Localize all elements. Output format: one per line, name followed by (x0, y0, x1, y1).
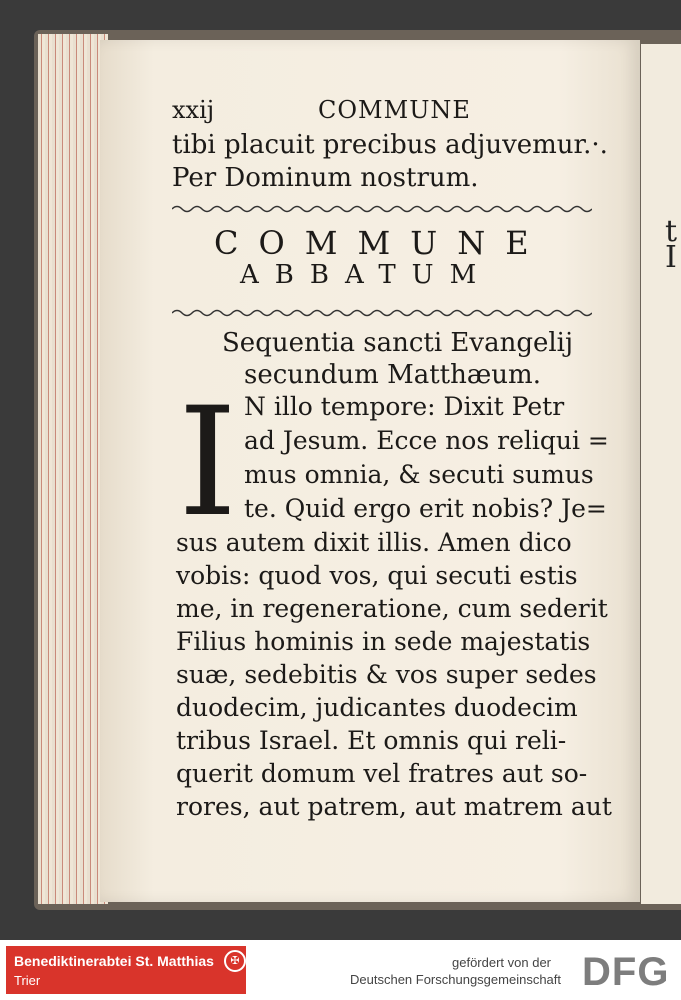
right-page-edge (641, 44, 681, 904)
right-page-glyph: I (665, 240, 677, 275)
body-line: duodecim, judicantes duodecim (176, 693, 578, 722)
sequence-heading: Sequentia sancti Evangelij (222, 328, 574, 358)
text-line: tibi placuit precibus adjuvemur.·. (172, 130, 608, 160)
body-line: vobis: quod vos, qui secuti estis (176, 561, 578, 590)
body-line: sus autem dixit illis. Amen dico (176, 528, 572, 557)
institution-badge[interactable] (6, 946, 246, 994)
institution-name: Benediktinerabtei St. Matthias (14, 953, 214, 969)
body-line: rores, aut patrem, aut matrem aut (176, 792, 612, 821)
body-line: querit domum vel fratres aut so- (176, 759, 588, 788)
body-line: mus omnia, & secuti sumus (244, 460, 594, 489)
ornament-divider (172, 204, 592, 214)
body-line: ad Jesum. Ecce nos reliqui = (244, 426, 609, 455)
ornament-divider-icon (172, 308, 592, 318)
right-page-glyph: t (665, 214, 678, 249)
running-header: COMMUNE (318, 96, 471, 124)
page-edges (38, 34, 108, 904)
body-line: Filius hominis in sede majestatis (176, 627, 591, 656)
sequence-heading: secundum Matthæum. (244, 360, 541, 390)
text-line: Per Dominum nostrum. (172, 163, 479, 193)
institution-city: Trier (14, 973, 41, 988)
body-line: N illo tempore: Dixit Petr (244, 392, 565, 421)
funding-organization: Deutschen Forschungsgemeinschaft (350, 972, 562, 987)
page-number: xxij (172, 96, 215, 124)
section-subtitle: ABBATUM (240, 260, 493, 290)
abbey-emblem-icon: ✠ (224, 950, 246, 972)
dfg-logo[interactable]: DFG (582, 950, 670, 994)
body-line: suæ, sedebitis & vos super sedes (176, 660, 597, 689)
drop-initial: I (178, 376, 238, 550)
ornament-divider (172, 308, 592, 318)
section-title: COMMUNE (214, 224, 549, 262)
funding-note: gefördert von der (452, 955, 552, 970)
body-line: te. Quid ergo erit nobis? Je= (244, 494, 607, 523)
body-line: tribus Israel. Et omnis qui reli- (176, 726, 567, 755)
body-line: me, in regeneratione, cum sederit (176, 594, 608, 623)
ornament-divider-icon (172, 204, 592, 214)
